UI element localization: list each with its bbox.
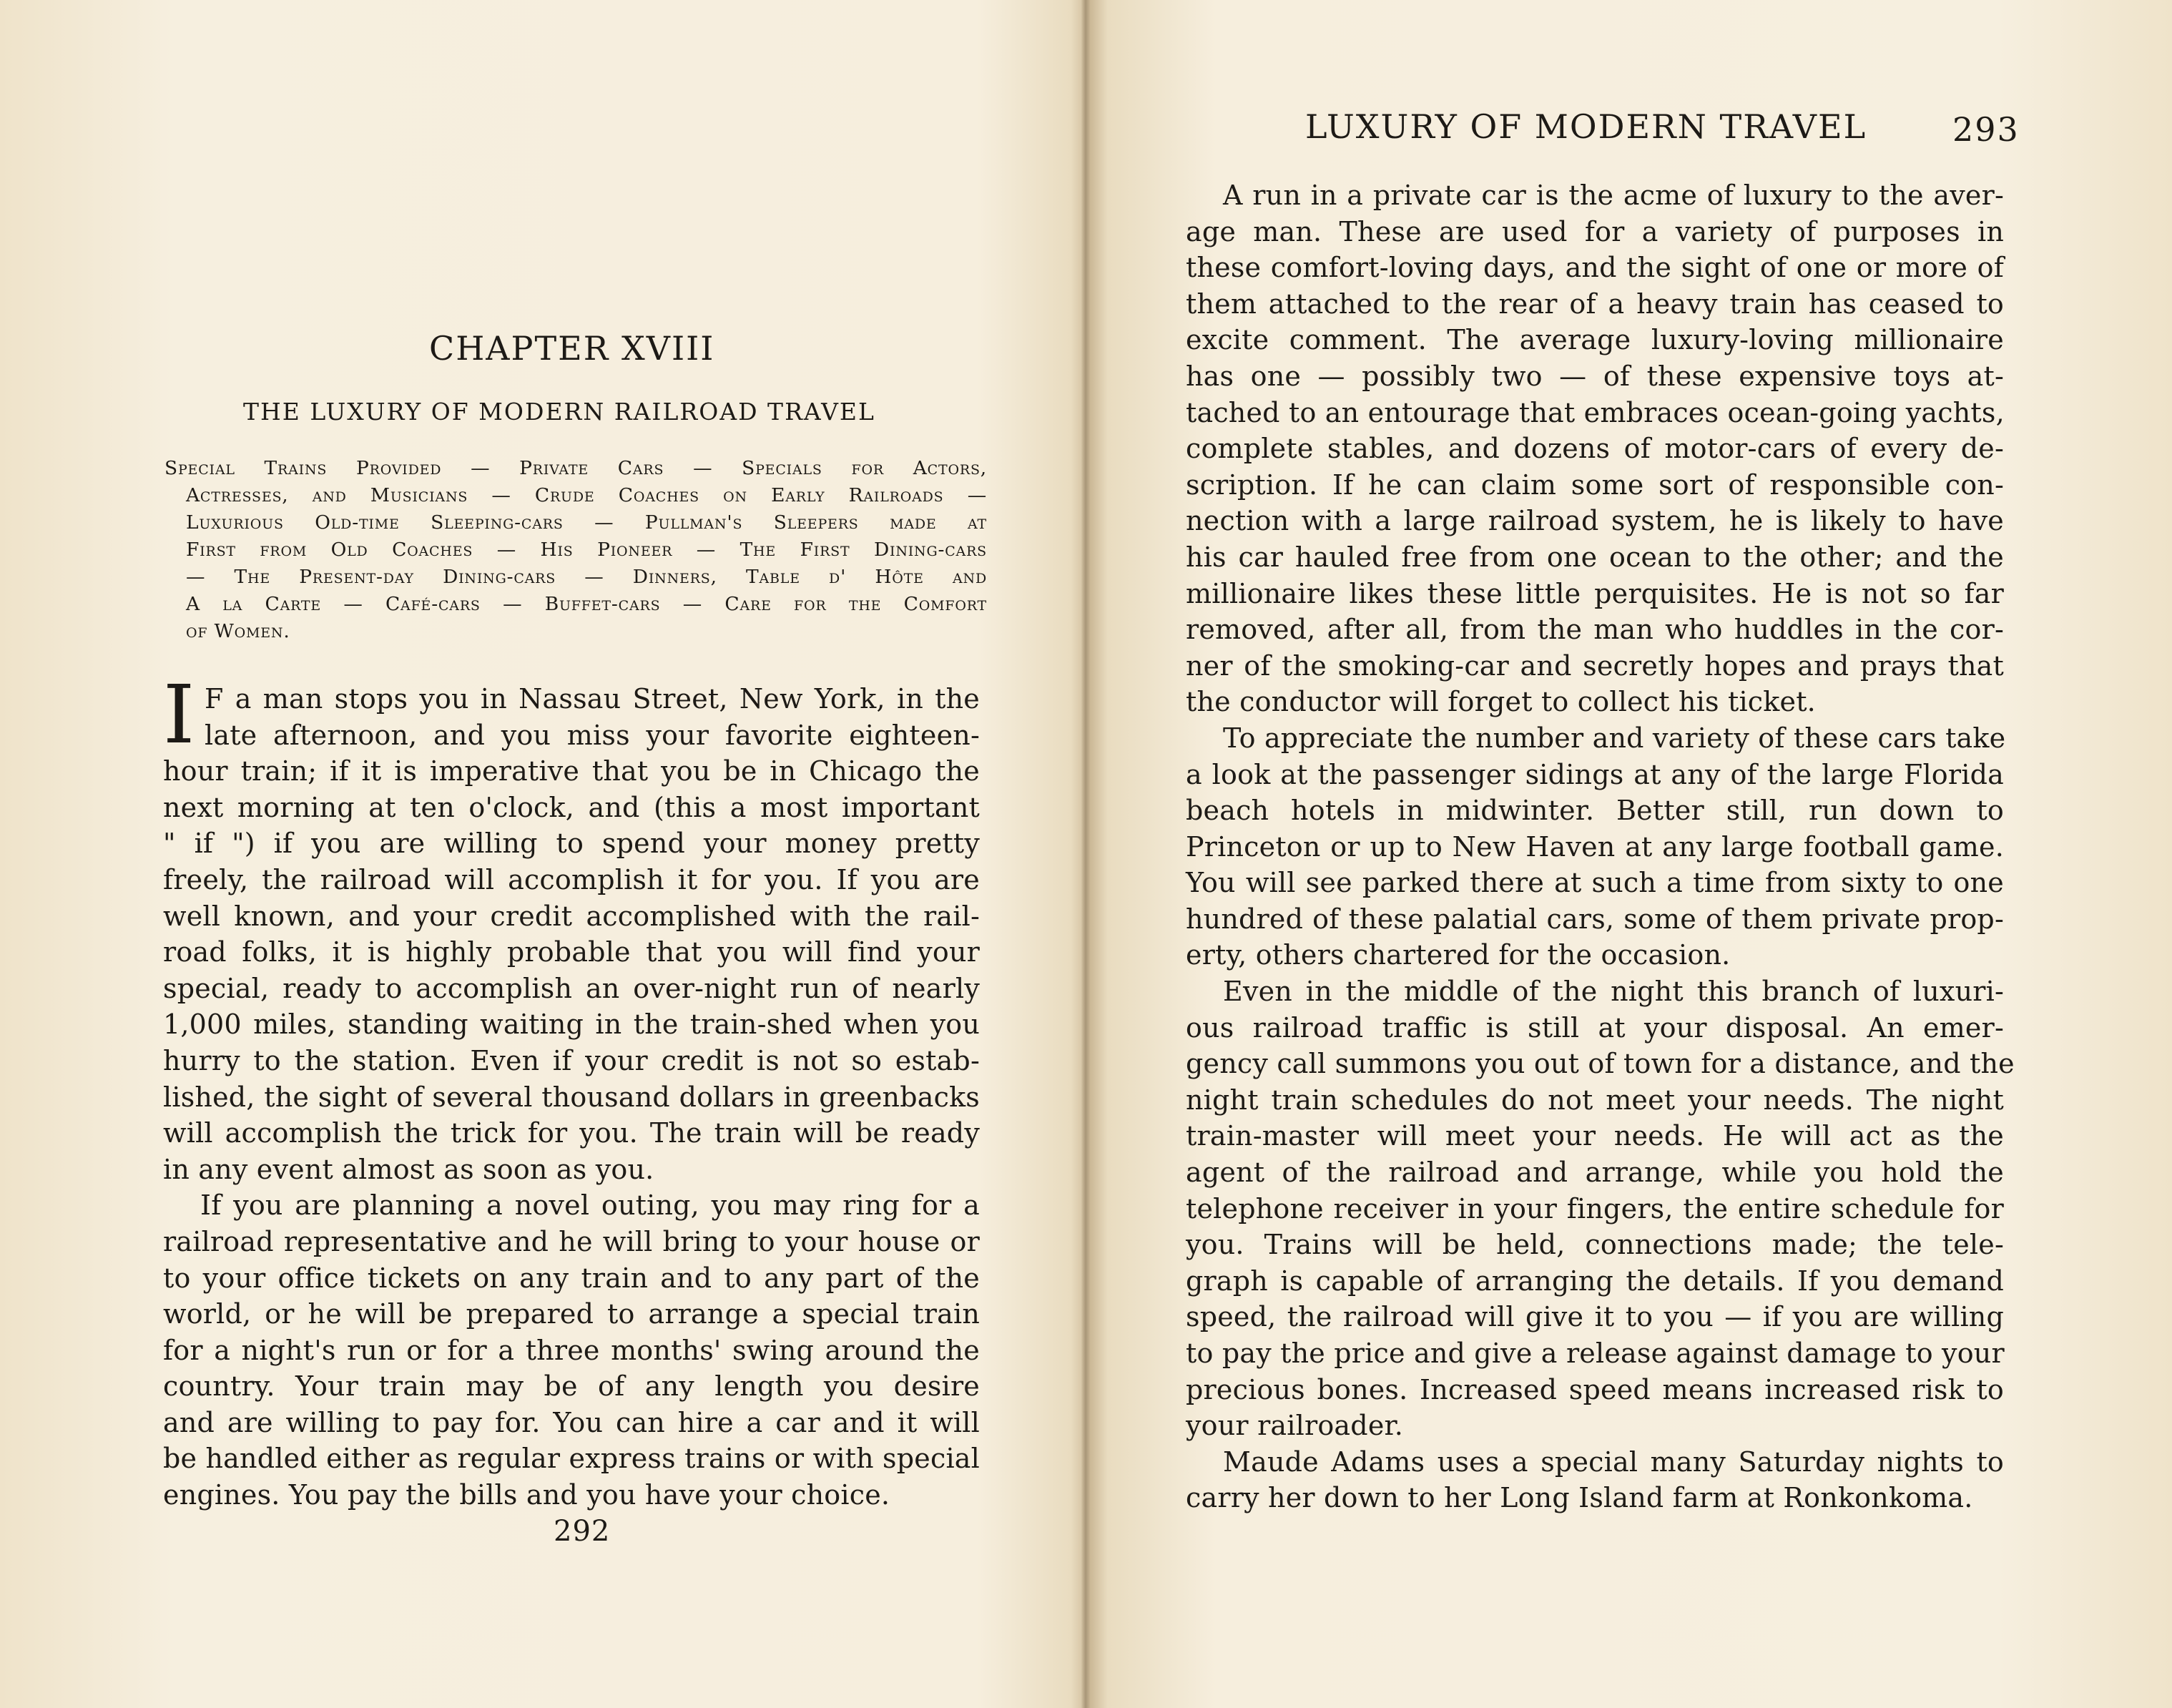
text-line: next morning at ten o'clock, and (this a most important bbox=[163, 791, 980, 823]
text-line: excite comment. The average luxury-loving millionaire bbox=[1186, 324, 2004, 356]
text-line: graph is capable of arranging the details. If you demand bbox=[1186, 1265, 2004, 1297]
text-line: lished, the sight of several thousand dollars in greenbacks bbox=[163, 1081, 980, 1113]
text-line: you. Trains will be held, connections made; the tele- bbox=[1186, 1229, 2004, 1261]
text-line: F a man stops you in Nassau Street, New York, in the bbox=[205, 683, 980, 715]
text-line: will accomplish the trick for you. The train will be ready bbox=[163, 1117, 980, 1149]
text-line: to your office tickets on any train and to any part of the bbox=[163, 1262, 980, 1294]
text-line: age man. These are used for a variety of purposes in bbox=[1186, 215, 2004, 247]
text-line: Even in the middle of the night this branch of luxuri- bbox=[1223, 976, 2004, 1008]
text-line: the conductor will forget to collect his ticket. bbox=[1186, 686, 1816, 718]
text-line: hurry to the station. Even if your credit is not so estab- bbox=[163, 1044, 980, 1076]
text-line: be handled either as regular express trains or with special bbox=[163, 1443, 980, 1475]
left-body-text bbox=[163, 669, 980, 1513]
page-number-left: 292 bbox=[554, 1515, 611, 1548]
text-line: millionaire likes these little perquisites. He is not so far bbox=[1186, 577, 2004, 609]
text-line: Princeton or up to New Haven at any large football game. bbox=[1186, 830, 2004, 863]
text-line: hour train; if it is imperative that you be in Chicago the bbox=[163, 755, 980, 787]
text-line: them attached to the rear of a heavy train has ceased to bbox=[1186, 288, 2004, 320]
text-line: removed, after all, from the man who huddles in the cor- bbox=[1186, 614, 2004, 646]
text-line: If you are planning a novel outing, you may ring for a bbox=[200, 1189, 980, 1222]
text-line: nection with a large railroad system, he is likely to have bbox=[1186, 505, 2004, 537]
text-line: train-master will meet your needs. He will act as the bbox=[1186, 1120, 2004, 1152]
text-line: these comfort-loving days, and the sight of one or more of bbox=[1186, 252, 2004, 284]
text-line: freely, the railroad will accomplish it for you. If you are bbox=[163, 863, 980, 895]
text-line: You will see parked there at such a time from sixty to one bbox=[1186, 867, 2004, 899]
text-line: Maude Adams uses a special many Saturday nights to bbox=[1223, 1446, 2004, 1478]
text-line: night train schedules do not meet your needs. The night bbox=[1186, 1084, 2004, 1116]
text-line: hundred of these palatial cars, some of them private prop- bbox=[1186, 903, 2004, 935]
text-line: complete stables, and dozens of motor-cars of every de- bbox=[1186, 433, 2004, 465]
synopsis-line: First from Old Coaches — His Pioneer — The First Dining-cars bbox=[186, 539, 987, 561]
text-line: country. Your train may be of any length you desire bbox=[163, 1370, 980, 1403]
synopsis-line: Special Trains Provided — Private Cars — Specials for Actors, bbox=[164, 457, 987, 479]
text-line: well known, and your credit accomplished with the rail- bbox=[163, 900, 980, 932]
running-head: LUXURY OF MODERN TRAVEL bbox=[1305, 107, 1867, 146]
text-line: agent of the railroad and arrange, while you hold the bbox=[1186, 1157, 2004, 1189]
text-line: precious bones. Increased speed means increased risk to bbox=[1186, 1373, 2004, 1405]
text-line: a look at the passenger sidings at any of the large Florida bbox=[1186, 758, 2004, 790]
text-line: A run in a private car is the acme of luxury to the aver- bbox=[1223, 180, 2004, 211]
page-number-right: 293 bbox=[1952, 110, 2020, 149]
synopsis-line: — The Present-day Dining-cars — Dinners, Table d' Hôte and bbox=[186, 566, 987, 588]
text-line: engines. You pay the bills and you have your choice. bbox=[163, 1479, 890, 1511]
text-line: late afternoon, and you miss your favorite eighteen- bbox=[205, 719, 980, 751]
text-line: special, ready to accomplish an over-night run of nearly bbox=[163, 972, 980, 1004]
text-line: railroad representative and he will bring to your house or bbox=[163, 1225, 980, 1257]
text-line: and are willing to pay for. You can hire a car and it will bbox=[163, 1406, 980, 1438]
text-line: ner of the smoking-car and secretly hopes and prays that bbox=[1186, 649, 2004, 682]
right-body-text bbox=[1186, 177, 2015, 1516]
text-line: scription. If he can claim some sort of responsible con- bbox=[1186, 468, 2004, 501]
text-line: your railroader. bbox=[1186, 1410, 1403, 1442]
text-line: world, or he will be prepared to arrange a special train bbox=[163, 1298, 980, 1330]
text-line: ous railroad traffic is still at your disposal. An emer- bbox=[1186, 1011, 2004, 1044]
chapter-number: CHAPTER XVIII bbox=[429, 329, 715, 368]
text-line: gency call summons you out of town for a distance, and the bbox=[1186, 1048, 2015, 1080]
chapter-title: THE LUXURY OF MODERN RAILROAD TRAVEL bbox=[243, 398, 875, 426]
text-line: telephone receiver in your fingers, the entire schedule for bbox=[1186, 1192, 2004, 1224]
right-page bbox=[1087, 0, 2172, 1708]
text-line: in any event almost as soon as you. bbox=[163, 1153, 654, 1185]
drop-cap: I bbox=[163, 669, 195, 762]
text-line: beach hotels in midwinter. Better still, run down to bbox=[1186, 795, 2004, 827]
text-line: carry her down to her Long Island farm at Ronkonkoma. bbox=[1186, 1482, 1973, 1514]
synopsis-line: A la Carte — Café-cars — Buffet-cars — Care for the Comfort bbox=[186, 593, 987, 615]
text-line: erty, others chartered for the occasion. bbox=[1186, 939, 1731, 971]
chapter-synopsis bbox=[164, 455, 987, 645]
text-line: " if ") if you are willing to spend your money pretty bbox=[163, 828, 980, 860]
text-line: to pay the price and give a release against damage to your bbox=[1186, 1338, 2005, 1369]
synopsis-line: Luxurious Old-time Sleeping-cars — Pullman's Sleepers made at bbox=[186, 511, 987, 534]
text-line: road folks, it is highly probable that you will find your bbox=[163, 936, 980, 968]
text-line: speed, the railroad will give it to you — if you are willing bbox=[1186, 1301, 2004, 1333]
text-line: for a night's run or for a three months' swing around the bbox=[163, 1334, 980, 1366]
synopsis-line: Actresses, and Musicians — Crude Coaches on Early Railroads — bbox=[186, 484, 987, 506]
text-line: tached to an entourage that embraces ocean-going yachts, bbox=[1186, 396, 2005, 428]
synopsis-line: of Women. bbox=[186, 620, 290, 642]
text-line: To appreciate the number and variety of these cars take bbox=[1223, 722, 2006, 754]
text-line: has one — possibly two — of these expensive toys at- bbox=[1186, 360, 2004, 392]
text-line: his car hauled free from one ocean to the other; and the bbox=[1186, 541, 2004, 573]
text-line: 1,000 miles, standing waiting in the train-shed when you bbox=[163, 1008, 980, 1041]
